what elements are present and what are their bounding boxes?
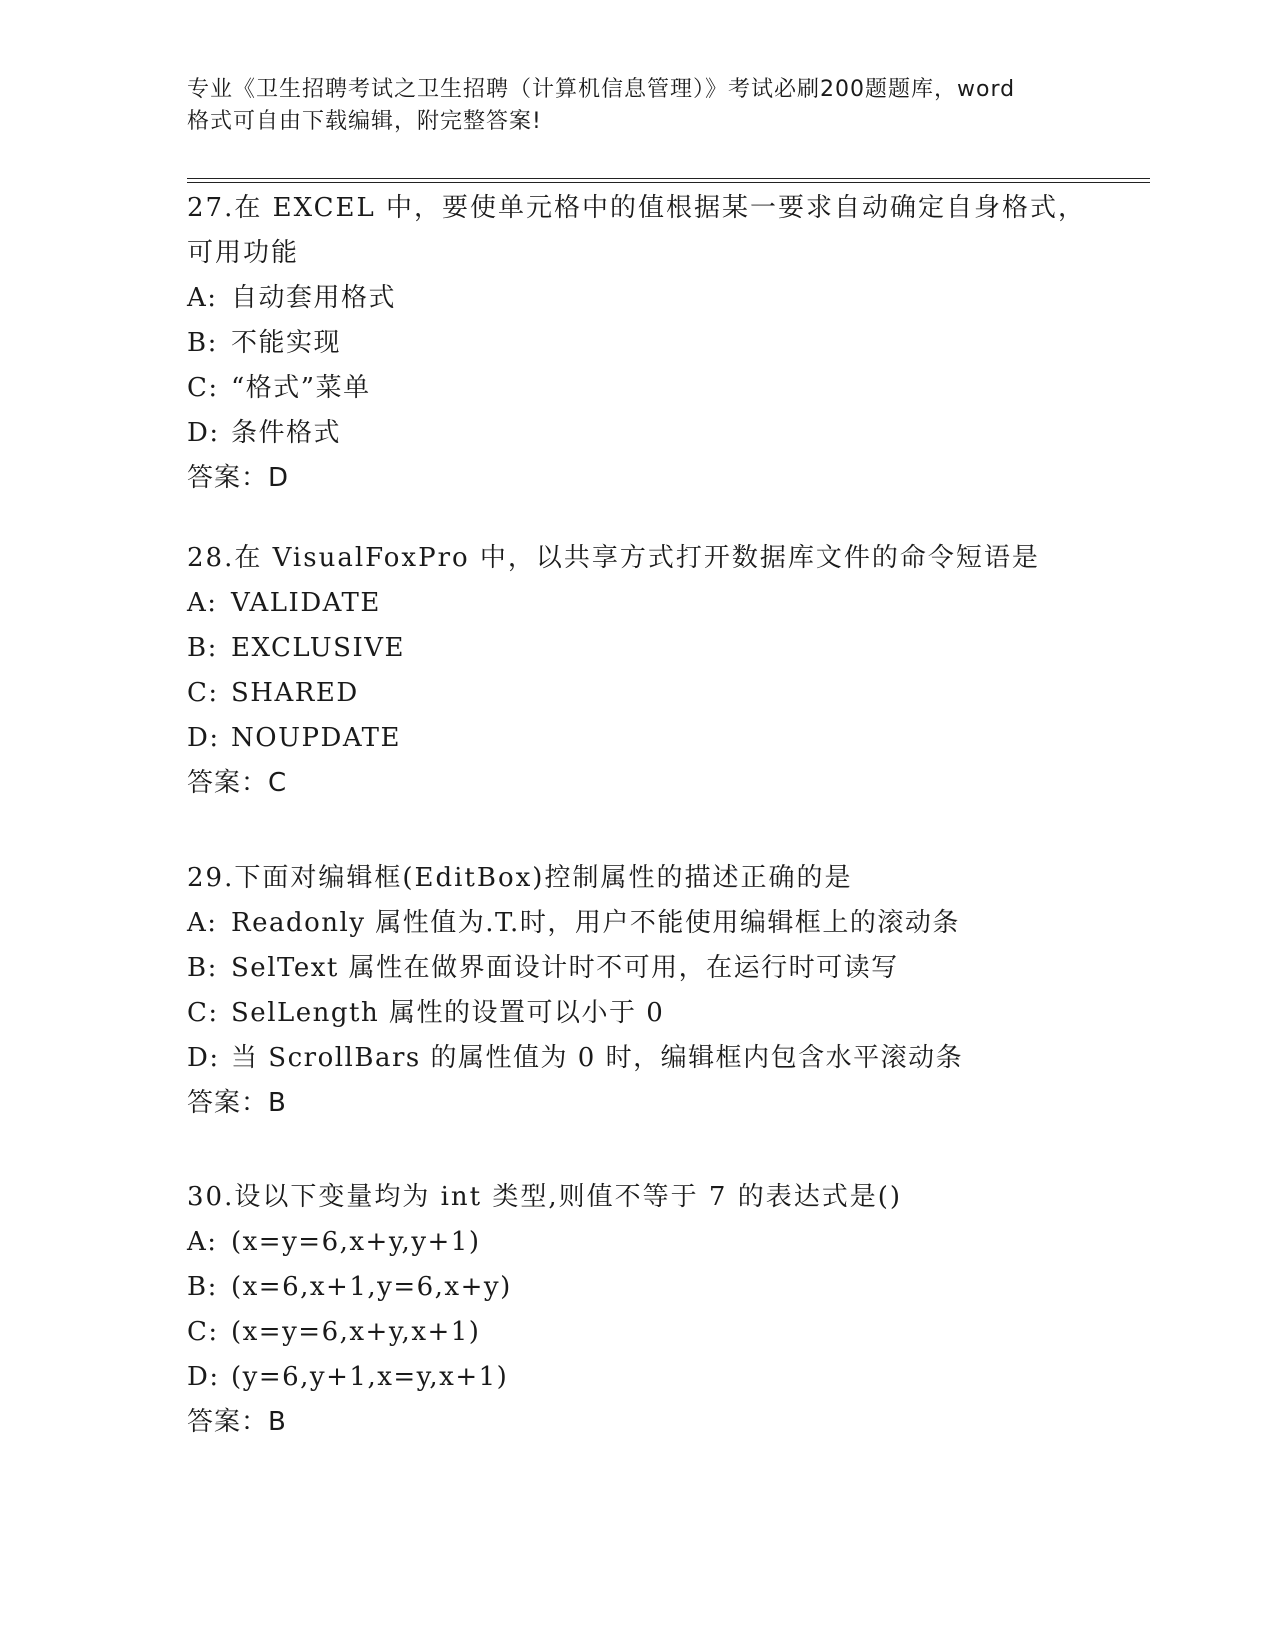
question-29 bbox=[187, 856, 1087, 1126]
option-key: A: bbox=[187, 908, 218, 938]
question-stem: 28.在 VisualFoxPro 中，以共享方式打开数据库文件的命令短语是 bbox=[187, 543, 1040, 573]
option-a bbox=[187, 901, 1087, 946]
option-a bbox=[187, 581, 1087, 626]
option-text: 条件格式 bbox=[231, 418, 342, 448]
header-double-rule bbox=[187, 178, 1150, 183]
option-key: B: bbox=[187, 633, 218, 663]
option-b bbox=[187, 321, 1087, 366]
option-a bbox=[187, 1220, 1087, 1265]
option-text: EXCLUSIVE bbox=[231, 633, 406, 663]
header-line-1: 专业《卫生招聘考试之卫生招聘（计算机信息管理）》考试必刷200题题库，word bbox=[187, 77, 1016, 102]
option-text: (y=6,y+1,x=y,x+1) bbox=[231, 1362, 509, 1392]
option-d bbox=[187, 411, 1087, 456]
option-key: D: bbox=[187, 1362, 220, 1392]
option-text: “格式”菜单 bbox=[231, 373, 371, 403]
option-c bbox=[187, 1310, 1087, 1355]
option-text: SelText 属性在做界面设计时不可用，在运行时可读写 bbox=[231, 953, 899, 983]
question-27 bbox=[187, 186, 1087, 501]
option-key: D: bbox=[187, 418, 220, 448]
option-c bbox=[187, 671, 1087, 716]
option-key: B: bbox=[187, 328, 218, 358]
answer-line: 答案：D bbox=[187, 463, 290, 493]
option-text: (x=y=6,x+y,y+1) bbox=[231, 1227, 481, 1257]
question-stem: 30.设以下变量均为 int 类型,则值不等于 7 的表达式是() bbox=[187, 1182, 903, 1212]
option-c bbox=[187, 366, 1087, 411]
question-stem: 27.在 EXCEL 中，要使单元格中的值根据某一要求自动确定自身格式， bbox=[187, 193, 1087, 223]
option-d bbox=[187, 716, 1087, 761]
option-key: A: bbox=[187, 588, 218, 618]
option-b bbox=[187, 946, 1087, 991]
option-key: A: bbox=[187, 283, 218, 313]
option-d bbox=[187, 1355, 1087, 1400]
option-a bbox=[187, 276, 1087, 321]
option-key: D: bbox=[187, 1043, 220, 1073]
option-d bbox=[187, 1036, 1087, 1081]
option-text: 当 ScrollBars 的属性值为 0 时，编辑框内包含水平滚动条 bbox=[231, 1043, 964, 1073]
question-30 bbox=[187, 1175, 1087, 1445]
option-text: SHARED bbox=[231, 678, 359, 708]
option-b bbox=[187, 1265, 1087, 1310]
option-key: C: bbox=[187, 998, 219, 1028]
answer-line: 答案：C bbox=[187, 768, 288, 798]
option-text: VALIDATE bbox=[231, 588, 381, 618]
option-key: A: bbox=[187, 1227, 218, 1257]
option-key: C: bbox=[187, 678, 219, 708]
option-text: SelLength 属性的设置可以小于 0 bbox=[231, 998, 665, 1028]
option-key: D: bbox=[187, 723, 220, 753]
option-b bbox=[187, 626, 1087, 671]
option-key: B: bbox=[187, 953, 218, 983]
option-text: Readonly 属性值为.T.时，用户不能使用编辑框上的滚动条 bbox=[231, 908, 960, 938]
question-stem: 29.下面对编辑框(EditBox)控制属性的描述正确的是 bbox=[187, 863, 853, 893]
option-c bbox=[187, 991, 1087, 1036]
option-text: 自动套用格式 bbox=[231, 283, 397, 313]
option-text: (x=6,x+1,y=6,x+y) bbox=[231, 1272, 512, 1302]
option-text: (x=y=6,x+y,x+1) bbox=[231, 1317, 481, 1347]
option-text: 不能实现 bbox=[231, 328, 342, 358]
answer-line: 答案：B bbox=[187, 1088, 287, 1118]
question-stem-continued: 可用功能 bbox=[187, 238, 300, 268]
question-28 bbox=[187, 536, 1087, 806]
option-key: C: bbox=[187, 1317, 219, 1347]
document-header bbox=[187, 74, 1087, 138]
option-key: B: bbox=[187, 1272, 218, 1302]
option-text: NOUPDATE bbox=[231, 723, 401, 753]
option-key: C: bbox=[187, 373, 219, 403]
header-line-2: 格式可自由下载编辑，附完整答案! bbox=[187, 109, 542, 134]
answer-line: 答案：B bbox=[187, 1407, 287, 1437]
